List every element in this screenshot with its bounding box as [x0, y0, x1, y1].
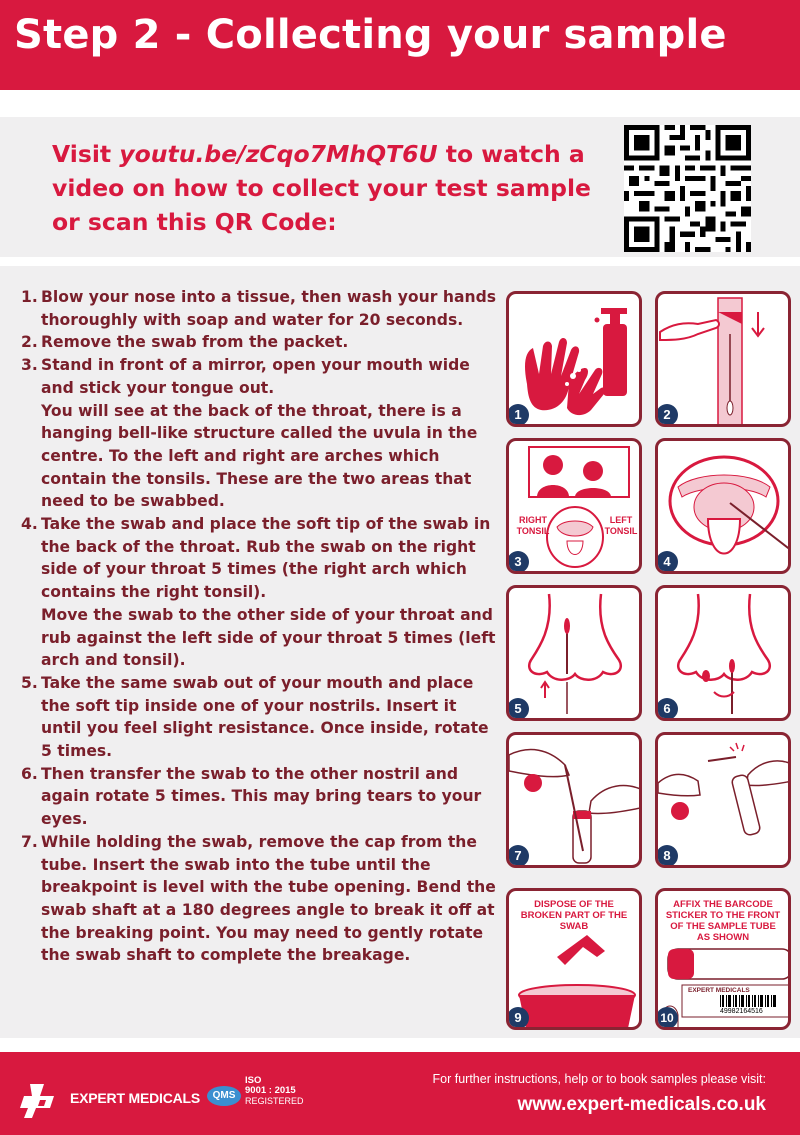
steps-list: [21, 286, 501, 967]
step-paragraph: Remove the swab from the packet.: [41, 333, 349, 352]
step-badge-3: 3: [507, 551, 529, 573]
step-badge-2: 2: [656, 404, 678, 426]
iso-line-2: 9001 : 2015: [245, 1085, 296, 1096]
nose-icon: [509, 588, 642, 721]
open-mouth-icon: [658, 441, 791, 574]
logo-mark-icon: [20, 1078, 64, 1118]
step-paragraph: Stand in front of a mirror, open your mouth wide and stick your tongue out.: [41, 356, 470, 397]
footer-website-link[interactable]: www.expert-medicals.co.uk: [517, 1094, 766, 1115]
step-item: [21, 513, 501, 672]
step-paragraph: Take the swab and place the soft tip of the swab in the back of the throat. Rub the swab on the right side of your throat 5 times (the right arch which contains the right tonsil).: [41, 515, 491, 602]
step-item: [21, 672, 501, 763]
page-footer: [0, 1052, 800, 1135]
video-prefix: Visit: [52, 140, 120, 168]
illustration-break-swab: [655, 732, 791, 868]
dispose-caption: DISPOSE OF THE BROKEN PART OF THE SWAB: [520, 899, 628, 932]
step-badge-4: 4: [656, 551, 678, 573]
affix-caption: AFFIX THE BARCODE STICKER TO THE FRONT OF THE SAMPLE TUBE AS SHOWN: [665, 899, 781, 943]
waste-bin-icon: [509, 891, 642, 1030]
step-badge-5: 5: [507, 698, 529, 720]
step-number: 3.: [21, 356, 38, 375]
step-badge-10: 10: [656, 1007, 678, 1029]
illustration-throat-swab: [655, 438, 791, 574]
step-item: [21, 331, 501, 354]
step-number: 7.: [21, 832, 38, 851]
sticker-brand: EXPERT MEDICALS: [688, 987, 750, 994]
iso-certification-badge: [205, 1066, 315, 1122]
mirror-icon: [509, 441, 642, 574]
nose-icon-2: [658, 588, 791, 721]
step-text: [41, 354, 501, 513]
illustration-nostril-swab-1: [506, 585, 642, 721]
step-text: [41, 763, 501, 831]
illustration-wash-hands: [506, 291, 642, 427]
step-paragraph: While holding the swab, remove the cap from the tube. Insert the swab into the tube until the breakpoint is level with the tube opening. Bend the swab shaft at a 180 degrees angle to break it off at the breaking point. You may need to gently rotate the swab shaft to complete the breakage.: [41, 832, 496, 965]
step-number: 4.: [21, 515, 38, 534]
step-badge-9: 9: [507, 1007, 529, 1029]
step-item: [21, 354, 501, 513]
illustration-insert-swab-tube: [506, 732, 642, 868]
step-number: 5.: [21, 673, 38, 692]
page-header: [0, 0, 800, 90]
break-swab-icon: [658, 735, 791, 868]
step-number: 6.: [21, 764, 38, 783]
left-tonsil-label: LEFT TONSIL: [604, 515, 638, 536]
expert-medicals-logo[interactable]: [20, 1078, 201, 1118]
step-text: [41, 672, 501, 763]
step-paragraph: Blow your nose into a tissue, then wash your hands thoroughly with soap and water for 20 seconds.: [41, 288, 497, 329]
footer-note: For further instructions, help or to book samples please visit:: [432, 1072, 766, 1086]
video-link[interactable]: youtu.be/zCqo7MhQT6U: [119, 140, 438, 168]
illustration-mirror-tonsils: [506, 438, 642, 574]
step-item: [21, 763, 501, 831]
step-item: [21, 286, 501, 331]
step-text: [41, 331, 501, 354]
step-badge-1: 1: [507, 404, 529, 426]
qr-code[interactable]: [624, 125, 751, 252]
hand-wash-icon: [509, 294, 642, 427]
video-instructions-text: [52, 137, 592, 239]
step-paragraph: You will see at the back of the throat, there is a hanging bell-like structure called the uvula in the centre. To the left and right are arches which contain the tonsils. These are the two areas that need to be swabbed.: [41, 401, 478, 511]
step-badge-7: 7: [507, 845, 529, 867]
step-paragraph: Take the same swab out of your mouth and place the soft tip inside one of your nostrils. Insert it until you feel slight resistance. Once inside, rotate 5 times.: [41, 673, 489, 761]
iso-line-3: REGISTERED: [245, 1096, 304, 1106]
barcode-number: 49982164516: [720, 1008, 763, 1015]
illustration-dispose: [506, 888, 642, 1030]
step-paragraph: Then transfer the swab to the other nostril and again rotate 5 times. This may bring tears to your eyes.: [41, 764, 482, 829]
page-title: Step 2 - Collecting your sample: [14, 12, 727, 58]
swab-packet-icon: [658, 294, 791, 427]
sample-tube-icon: [509, 735, 642, 868]
video-suffix: to watch a video on how to collect your test sample or scan this QR Code:: [52, 140, 591, 236]
instructions-section: [0, 266, 800, 1038]
step-text: [41, 286, 501, 331]
iso-line-1: ISO: [245, 1075, 262, 1086]
illustration-open-packet: [655, 291, 791, 427]
logo-text: EXPERT MEDICALS: [70, 1090, 201, 1106]
illustration-nostril-swab-2: [655, 585, 791, 721]
illustration-barcode-sticker: [655, 888, 791, 1030]
iso-text: [245, 1076, 304, 1106]
step-text: [41, 513, 501, 672]
video-instructions-box: [0, 117, 800, 257]
step-number: 1.: [21, 288, 38, 306]
step-number: 2.: [21, 333, 38, 352]
step-item: [21, 831, 501, 967]
right-tonsil-label: RIGHT TONSIL: [516, 515, 550, 536]
step-text: [41, 831, 501, 967]
step-paragraph: Move the swab to the other side of your throat and rub against the left side of your throat 5 times (left arch and tonsil).: [41, 605, 496, 670]
qms-logo: QMS: [207, 1086, 241, 1106]
step-badge-6: 6: [656, 698, 678, 720]
step-badge-8: 8: [656, 845, 678, 867]
